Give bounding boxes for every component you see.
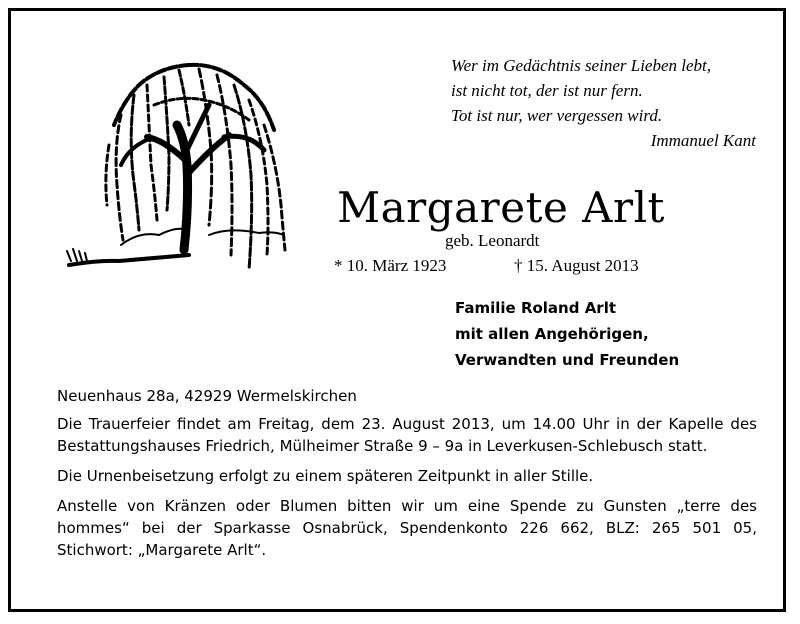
quote-line: Tot ist nur, wer vergessen wird. <box>451 106 663 125</box>
family-line: mit allen Angehörigen, <box>455 325 649 343</box>
death-date: † 15. August 2013 <box>514 256 639 275</box>
birth-name: geb. Leonardt <box>445 231 540 250</box>
quote <box>451 53 756 153</box>
weeping-willow-icon <box>59 55 304 285</box>
quote-line: ist nicht tot, der ist nur fern. <box>451 81 643 100</box>
family-line: Familie Roland Arlt <box>455 299 617 317</box>
family-signature <box>455 295 679 373</box>
obituary-details <box>57 385 757 569</box>
family-line: Verwandten und Freunden <box>455 351 680 369</box>
address: Neuenhaus 28a, 42929 Wermelskirchen <box>57 387 357 405</box>
deceased-name: Margarete Arlt <box>337 183 665 232</box>
obituary-card <box>8 8 786 612</box>
ceremony-text: Die Trauerfeier findet am Freitag, dem 23. August 2013, um 14.00 Uhr in der Kapelle des Bestattungshauses Friedrich, Mülheimer Straße 9 – 9a in Leverkusen-Schlebusch statt. <box>57 415 757 455</box>
quote-line: Wer im Gedächtnis seiner Lieben lebt, <box>451 56 711 75</box>
urn-text: Die Urnenbeisetzung erfolgt zu einem späteren Zeitpunkt in aller Stille. <box>57 467 594 485</box>
donation-text: Anstelle von Kränzen oder Blumen bitten wir um eine Spende zu Gunsten „terre des hommes“ bei der Sparkasse Osnabrück, Spendenkonto 226 662, BLZ: 265 501 05, Stichwort: „Margarete Arlt“. <box>57 497 757 559</box>
birth-date: * 10. März 1923 <box>334 256 447 275</box>
quote-author: Immanuel Kant <box>650 131 756 150</box>
